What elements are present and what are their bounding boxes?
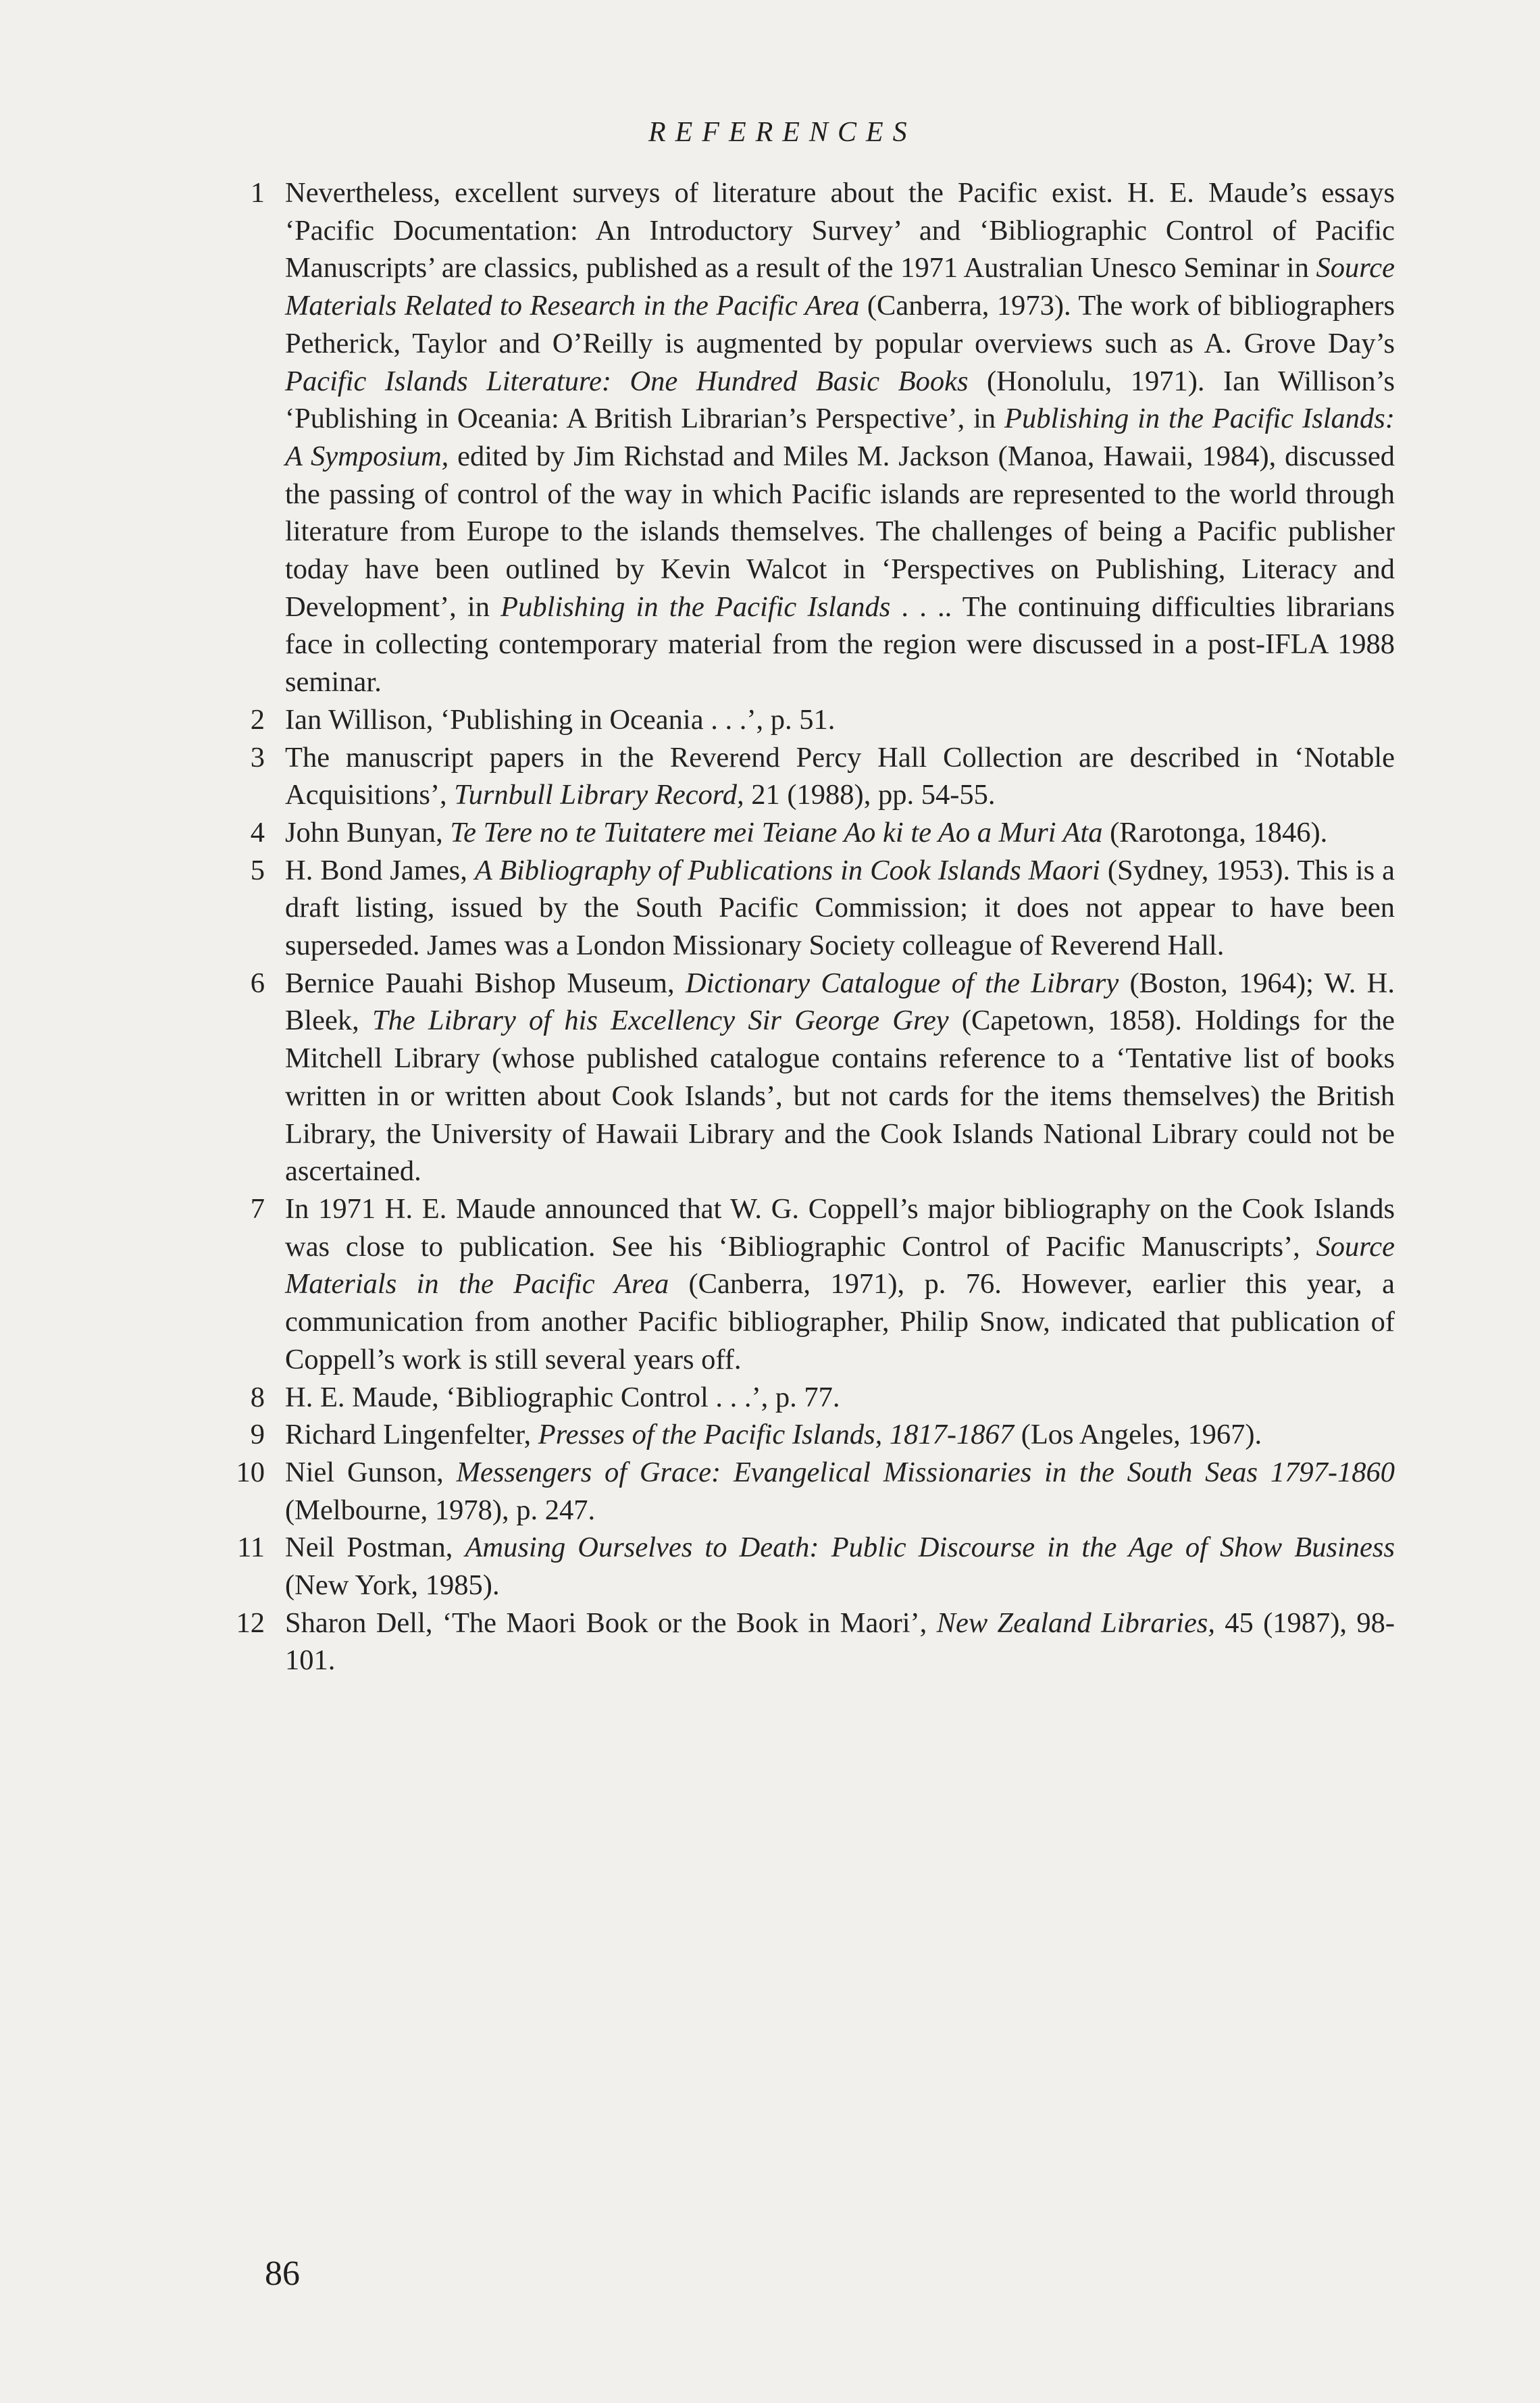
reference-title: Turnbull Library Record, — [454, 779, 744, 811]
reference-item — [223, 1379, 1395, 1417]
reference-title: Publishing in the Pacific Islands: A Symposium, — [285, 403, 1395, 472]
reference-item — [223, 852, 1395, 965]
reference-text-segment: . . .. The continuing difficulties librarians face in collecting contemporary material from the region were discussed in a post-IFLA 1988 seminar. — [285, 590, 1395, 699]
reference-text-segment: edited by Jim Richstad and Miles M. Jackson (Manoa, Hawaii, 1984), discussed the passing of control of the way in which Pacific islands are represented to the world through literature from Europe to the islands themselves. The challenges of being a Pacific publisher today have been outlined by Kevin Walcot in ‘Perspectives on Publishing, Literacy and Development’, in — [285, 440, 1395, 623]
reference-number: 1 — [250, 177, 265, 209]
reference-text-segment: (Canberra, 1973). The work of bibliographers Petherick, Taylor and O’Reilly is augmented by popular overviews such as A. Grove Day’s — [285, 290, 1395, 359]
reference-list — [223, 174, 1395, 1679]
reference-number: 4 — [250, 816, 265, 849]
reference-text-segment: Richard Lingenfelter, — [285, 1419, 538, 1451]
reference-number: 2 — [250, 703, 265, 736]
reference-number: 11 — [237, 1532, 265, 1564]
reference-title: Presses of the Pacific Islands, 1817-1867 — [538, 1419, 1015, 1451]
reference-text — [285, 1529, 1395, 1604]
reference-text-segment: 21 (1988), pp. 54-55. — [744, 779, 996, 811]
reference-text-segment: (Honolulu, 1971). Ian Willison’s ‘Publishing in Oceania: A British Librarian’s Perspective’, in — [285, 365, 1395, 435]
reference-item — [223, 1416, 1395, 1454]
page-number: 86 — [265, 2254, 300, 2293]
reference-text — [285, 852, 1395, 965]
reference-number: 6 — [250, 967, 265, 999]
reference-item — [223, 174, 1395, 701]
reference-text — [285, 1604, 1395, 1679]
reference-text-segment: (Canberra, 1971), p. 76. However, earlier this year, a communication from another Pacific bibliographer, Philip Snow, indicated that publication of Coppell’s work is still several years off. — [285, 1268, 1395, 1375]
reference-title: Source Materials Related to Research in the Pacific Area — [285, 252, 1395, 322]
reference-item — [223, 1454, 1395, 1529]
reference-item — [223, 1190, 1395, 1379]
reference-text-segment: Neil Postman, — [285, 1532, 465, 1564]
reference-text-segment: John Bunyan, — [285, 816, 451, 849]
reference-text — [285, 174, 1395, 701]
reference-number: 3 — [250, 741, 265, 774]
reference-text-segment: Ian Willison, ‘Publishing in Oceania . . .’, p. 51. — [285, 703, 836, 736]
reference-text-segment: (Los Angeles, 1967). — [1014, 1419, 1262, 1451]
reference-item — [223, 1604, 1395, 1679]
reference-text — [285, 701, 1395, 739]
reference-title: A Bibliography of Publications in Cook Islands Maori — [474, 854, 1100, 886]
reference-number: 12 — [236, 1607, 265, 1639]
reference-text-segment: (Melbourne, 1978), p. 247. — [285, 1494, 596, 1526]
reference-title: The Library of his Excellency Sir George Grey — [371, 1005, 949, 1037]
reference-title: Publishing in the Pacific Islands — [500, 590, 891, 623]
reference-title: Te Tere no te Tuitatere mei Teiane Ao ki te Ao a Muri Ata — [450, 816, 1103, 849]
reference-text-segment: Sharon Dell, ‘The Maori Book or the Book in Maori’, — [285, 1607, 937, 1639]
reference-number: 8 — [250, 1381, 265, 1413]
page-heading: REFERENCES — [648, 117, 917, 148]
reference-item — [223, 739, 1395, 814]
reference-number: 5 — [250, 854, 265, 886]
reference-text-segment: 45 (1987), 98-101. — [285, 1607, 1395, 1677]
reference-text — [285, 739, 1395, 814]
reference-text-segment: The manuscript papers in the Reverend Percy Hall Collection are described in ‘Notable Acquisitions’, — [285, 741, 1395, 811]
reference-text-segment: H. E. Maude, ‘Bibliographic Control . . .’, p. 77. — [285, 1381, 840, 1413]
reference-number: 7 — [250, 1192, 265, 1225]
reference-text-segment: (New York, 1985). — [285, 1569, 500, 1602]
reference-text-segment: (Rarotonga, 1846). — [1102, 816, 1328, 849]
reference-title: Messengers of Grace: Evangelical Missionaries in the South Seas 1797-1860 — [456, 1456, 1395, 1488]
reference-text — [285, 1454, 1395, 1529]
reference-title: Dictionary Catalogue of the Library — [685, 967, 1119, 999]
reference-number: 10 — [236, 1456, 265, 1488]
reference-text — [285, 1416, 1395, 1454]
reference-item — [223, 814, 1395, 852]
reference-text — [285, 1190, 1395, 1379]
reference-text-segment: H. Bond James, — [285, 854, 475, 886]
reference-item — [223, 965, 1395, 1190]
reference-text — [285, 965, 1395, 1190]
reference-text — [285, 814, 1395, 852]
reference-text-segment: (Boston, 1964); W. H. Bleek, — [285, 967, 1395, 1037]
reference-text-segment: (Capetown, 1858). Holdings for the Mitchell Library (whose published catalogue contains reference to a ‘Tentative list of books written in or written about Cook Islands’, but not cards for the items themselves) the British Library, the University of Hawaii Library and the Cook Islands National Library could not be ascertained. — [285, 1005, 1395, 1188]
reference-title: Source Materials in the Pacific Area — [285, 1230, 1395, 1300]
reference-item — [223, 701, 1395, 739]
reference-title: New Zealand Libraries, — [936, 1607, 1215, 1639]
reference-title: Amusing Ourselves to Death: Public Discourse in the Age of Show Business — [465, 1532, 1395, 1564]
reference-text-segment: Bernice Pauahi Bishop Museum, — [285, 967, 686, 999]
reference-title: Pacific Islands Literature: One Hundred Basic Books — [285, 365, 969, 397]
reference-text-segment: Niel Gunson, — [285, 1456, 457, 1488]
reference-text-segment: (Sydney, 1953). This is a draft listing, issued by the South Pacific Commission; it does not appear to have been superseded. James was a London Missionary Society colleague of Reverend Hall. — [285, 854, 1395, 962]
reference-text-segment: In 1971 H. E. Maude announced that W. G. Coppell’s major bibliography on the Cook Islands was close to publication. See his ‘Bibliographic Control of Pacific Manuscripts’, — [285, 1192, 1395, 1263]
reference-item — [223, 1529, 1395, 1604]
reference-text — [285, 1379, 1395, 1417]
reference-number: 9 — [250, 1419, 265, 1451]
reference-text-segment: Nevertheless, excellent surveys of literature about the Pacific exist. H. E. Maude’s essays ‘Pacific Documentation: An Introductory Survey’ and ‘Bibliographic Control of Pacific Manuscripts’ are classics, published as a result of the 1971 Australian Unesco Seminar in — [285, 177, 1395, 284]
